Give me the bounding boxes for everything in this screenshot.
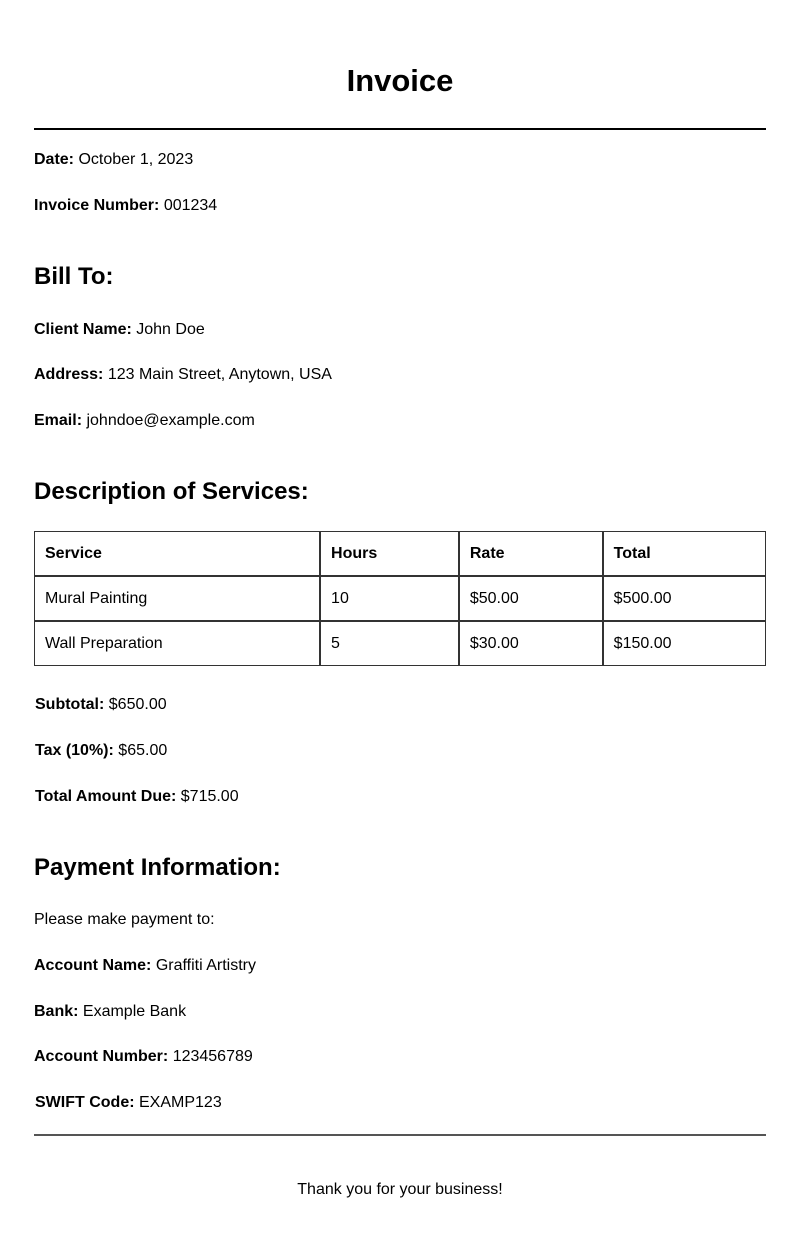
total-due-label: Total Amount Due: [35, 788, 177, 805]
services-heading: Description of Services: [34, 478, 309, 505]
date-field [34, 150, 193, 170]
services-table [34, 531, 766, 666]
client-name-field [34, 320, 205, 340]
tax-label: Tax (10%): [35, 742, 114, 759]
account-name-value: Graffiti Artistry [155, 957, 256, 974]
cell-hours: 10 [320, 576, 459, 621]
bank-field [34, 1002, 186, 1022]
total-due-value: $715.00 [180, 788, 239, 805]
cell-rate: $30.00 [459, 621, 603, 666]
client-name-value: John Doe [136, 321, 205, 338]
cell-rate: $50.00 [459, 576, 603, 621]
client-name-label: Client Name: [34, 321, 132, 338]
swift-code-label: SWIFT Code: [35, 1094, 135, 1111]
cell-service: Wall Preparation [35, 621, 321, 666]
footer-divider [34, 1134, 766, 1136]
cell-hours: 5 [320, 621, 459, 666]
thank-you-message: Thank you for your business! [297, 1181, 503, 1198]
swift-code-field [35, 1093, 222, 1113]
column-header-hours: Hours [320, 532, 459, 577]
column-header-rate: Rate [459, 532, 603, 577]
account-number-field [34, 1047, 253, 1067]
table-row [35, 576, 766, 621]
email-label: Email: [34, 412, 83, 429]
tax-field [35, 741, 167, 761]
bank-label: Bank: [34, 1003, 79, 1020]
column-header-total: Total [603, 532, 766, 577]
invoice-number-field [34, 196, 217, 216]
date-value: October 1, 2023 [78, 151, 194, 168]
invoice-number-label: Invoice Number: [34, 197, 160, 214]
invoice-title: Invoice [346, 63, 454, 98]
email-field [34, 411, 255, 431]
payment-heading: Payment Information: [34, 854, 281, 881]
table-header-row [35, 532, 766, 577]
account-name-label: Account Name: [34, 957, 152, 974]
payment-intro: Please make payment to: [34, 911, 215, 928]
invoice-number-value: 001234 [163, 197, 218, 214]
cell-total: $500.00 [603, 576, 766, 621]
subtotal-field [35, 695, 167, 715]
email-value: johndoe@example.com [86, 412, 255, 429]
tax-value: $65.00 [118, 742, 168, 759]
cell-service: Mural Painting [35, 576, 321, 621]
bill-to-heading: Bill To: [34, 263, 114, 290]
swift-code-value: EXAMP123 [139, 1094, 222, 1111]
header-divider [34, 128, 766, 130]
table-row [35, 621, 766, 666]
subtotal-value: $650.00 [108, 696, 167, 713]
column-header-service: Service [35, 532, 321, 577]
account-number-value: 123456789 [172, 1048, 253, 1065]
bank-value: Example Bank [82, 1003, 187, 1020]
address-value: 123 Main Street, Anytown, USA [107, 366, 332, 383]
subtotal-label: Subtotal: [35, 696, 105, 713]
address-field [34, 365, 332, 385]
total-due-field [35, 787, 239, 807]
cell-total: $150.00 [603, 621, 766, 666]
address-label: Address: [34, 366, 104, 383]
date-label: Date: [34, 151, 75, 168]
account-number-label: Account Number: [34, 1048, 169, 1065]
account-name-field [34, 956, 256, 976]
